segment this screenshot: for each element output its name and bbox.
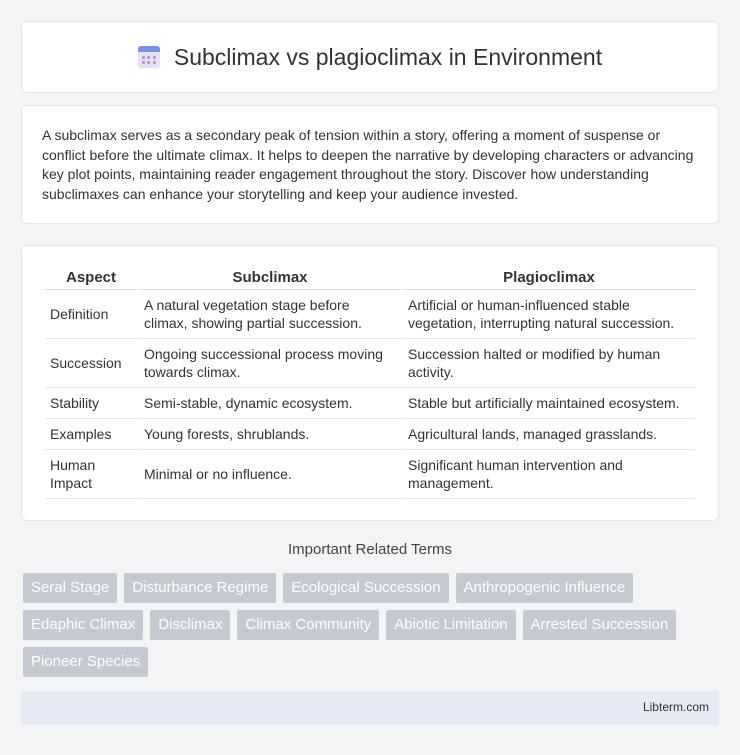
- row-plagioclimax: Agricultural lands, managed grasslands.: [403, 419, 695, 450]
- row-plagioclimax: Stable but artificially maintained ecosystem.: [403, 388, 695, 419]
- related-term-tag[interactable]: Climax Community: [237, 610, 379, 640]
- header-card: [21, 21, 719, 93]
- related-term-tag[interactable]: Abiotic Limitation: [386, 610, 515, 640]
- page-title: Subclimax vs plagioclimax in Environment: [173, 43, 603, 70]
- row-subclimax: Semi-stable, dynamic ecosystem.: [139, 388, 401, 419]
- row-aspect: Human Impact: [45, 450, 137, 499]
- comparison-table: [43, 266, 697, 499]
- row-subclimax: Ongoing successional process moving towards climax.: [139, 339, 401, 388]
- column-header-aspect: Aspect: [45, 266, 137, 290]
- comparison-table-card: [21, 245, 719, 521]
- related-term-tag[interactable]: Disturbance Regime: [124, 573, 276, 603]
- row-subclimax: Young forests, shrublands.: [139, 419, 401, 450]
- row-aspect: Stability: [45, 388, 137, 419]
- row-plagioclimax: Succession halted or modified by human activity.: [403, 339, 695, 388]
- related-terms-list: [23, 573, 723, 677]
- footer-site-link[interactable]: Libterm.com: [642, 700, 709, 714]
- calendar-icon: [138, 46, 160, 68]
- column-header-plagioclimax: Plagioclimax: [403, 266, 695, 290]
- related-term-tag[interactable]: Edaphic Climax: [23, 610, 143, 640]
- row-plagioclimax: Significant human intervention and management.: [403, 450, 695, 499]
- table-row: [45, 388, 695, 419]
- column-header-subclimax: Subclimax: [139, 266, 401, 290]
- intro-text: A subclimax serves as a secondary peak of tension within a story, offering a moment of suspense or conflict before the ultimate climax. It helps to deepen the narrative by developing characters or advancing key plot points, maintaining reader engagement throughout the story. Discover how understanding subclimaxes can enhance your storytelling and keep your audience invested.: [42, 127, 694, 202]
- table-header-row: [45, 266, 695, 290]
- table-row: [45, 339, 695, 388]
- row-aspect: Examples: [45, 419, 137, 450]
- related-term-tag[interactable]: Ecological Succession: [283, 573, 448, 603]
- footer: [21, 691, 719, 725]
- related-terms-title: Important Related Terms: [288, 541, 452, 558]
- row-subclimax: A natural vegetation stage before climax, showing partial succession.: [139, 290, 401, 339]
- related-term-tag[interactable]: Disclimax: [150, 610, 230, 640]
- row-plagioclimax: Artificial or human-influenced stable vegetation, interrupting natural succession.: [403, 290, 695, 339]
- table-row: [45, 419, 695, 450]
- intro-card: [21, 105, 719, 224]
- row-aspect: Definition: [45, 290, 137, 339]
- related-term-tag[interactable]: Arrested Succession: [523, 610, 677, 640]
- row-aspect: Succession: [45, 339, 137, 388]
- related-term-tag[interactable]: Pioneer Species: [23, 647, 148, 677]
- table-row: [45, 450, 695, 499]
- table-row: [45, 290, 695, 339]
- row-subclimax: Minimal or no influence.: [139, 450, 401, 499]
- related-term-tag[interactable]: Seral Stage: [23, 573, 117, 603]
- related-term-tag[interactable]: Anthropogenic Influence: [456, 573, 634, 603]
